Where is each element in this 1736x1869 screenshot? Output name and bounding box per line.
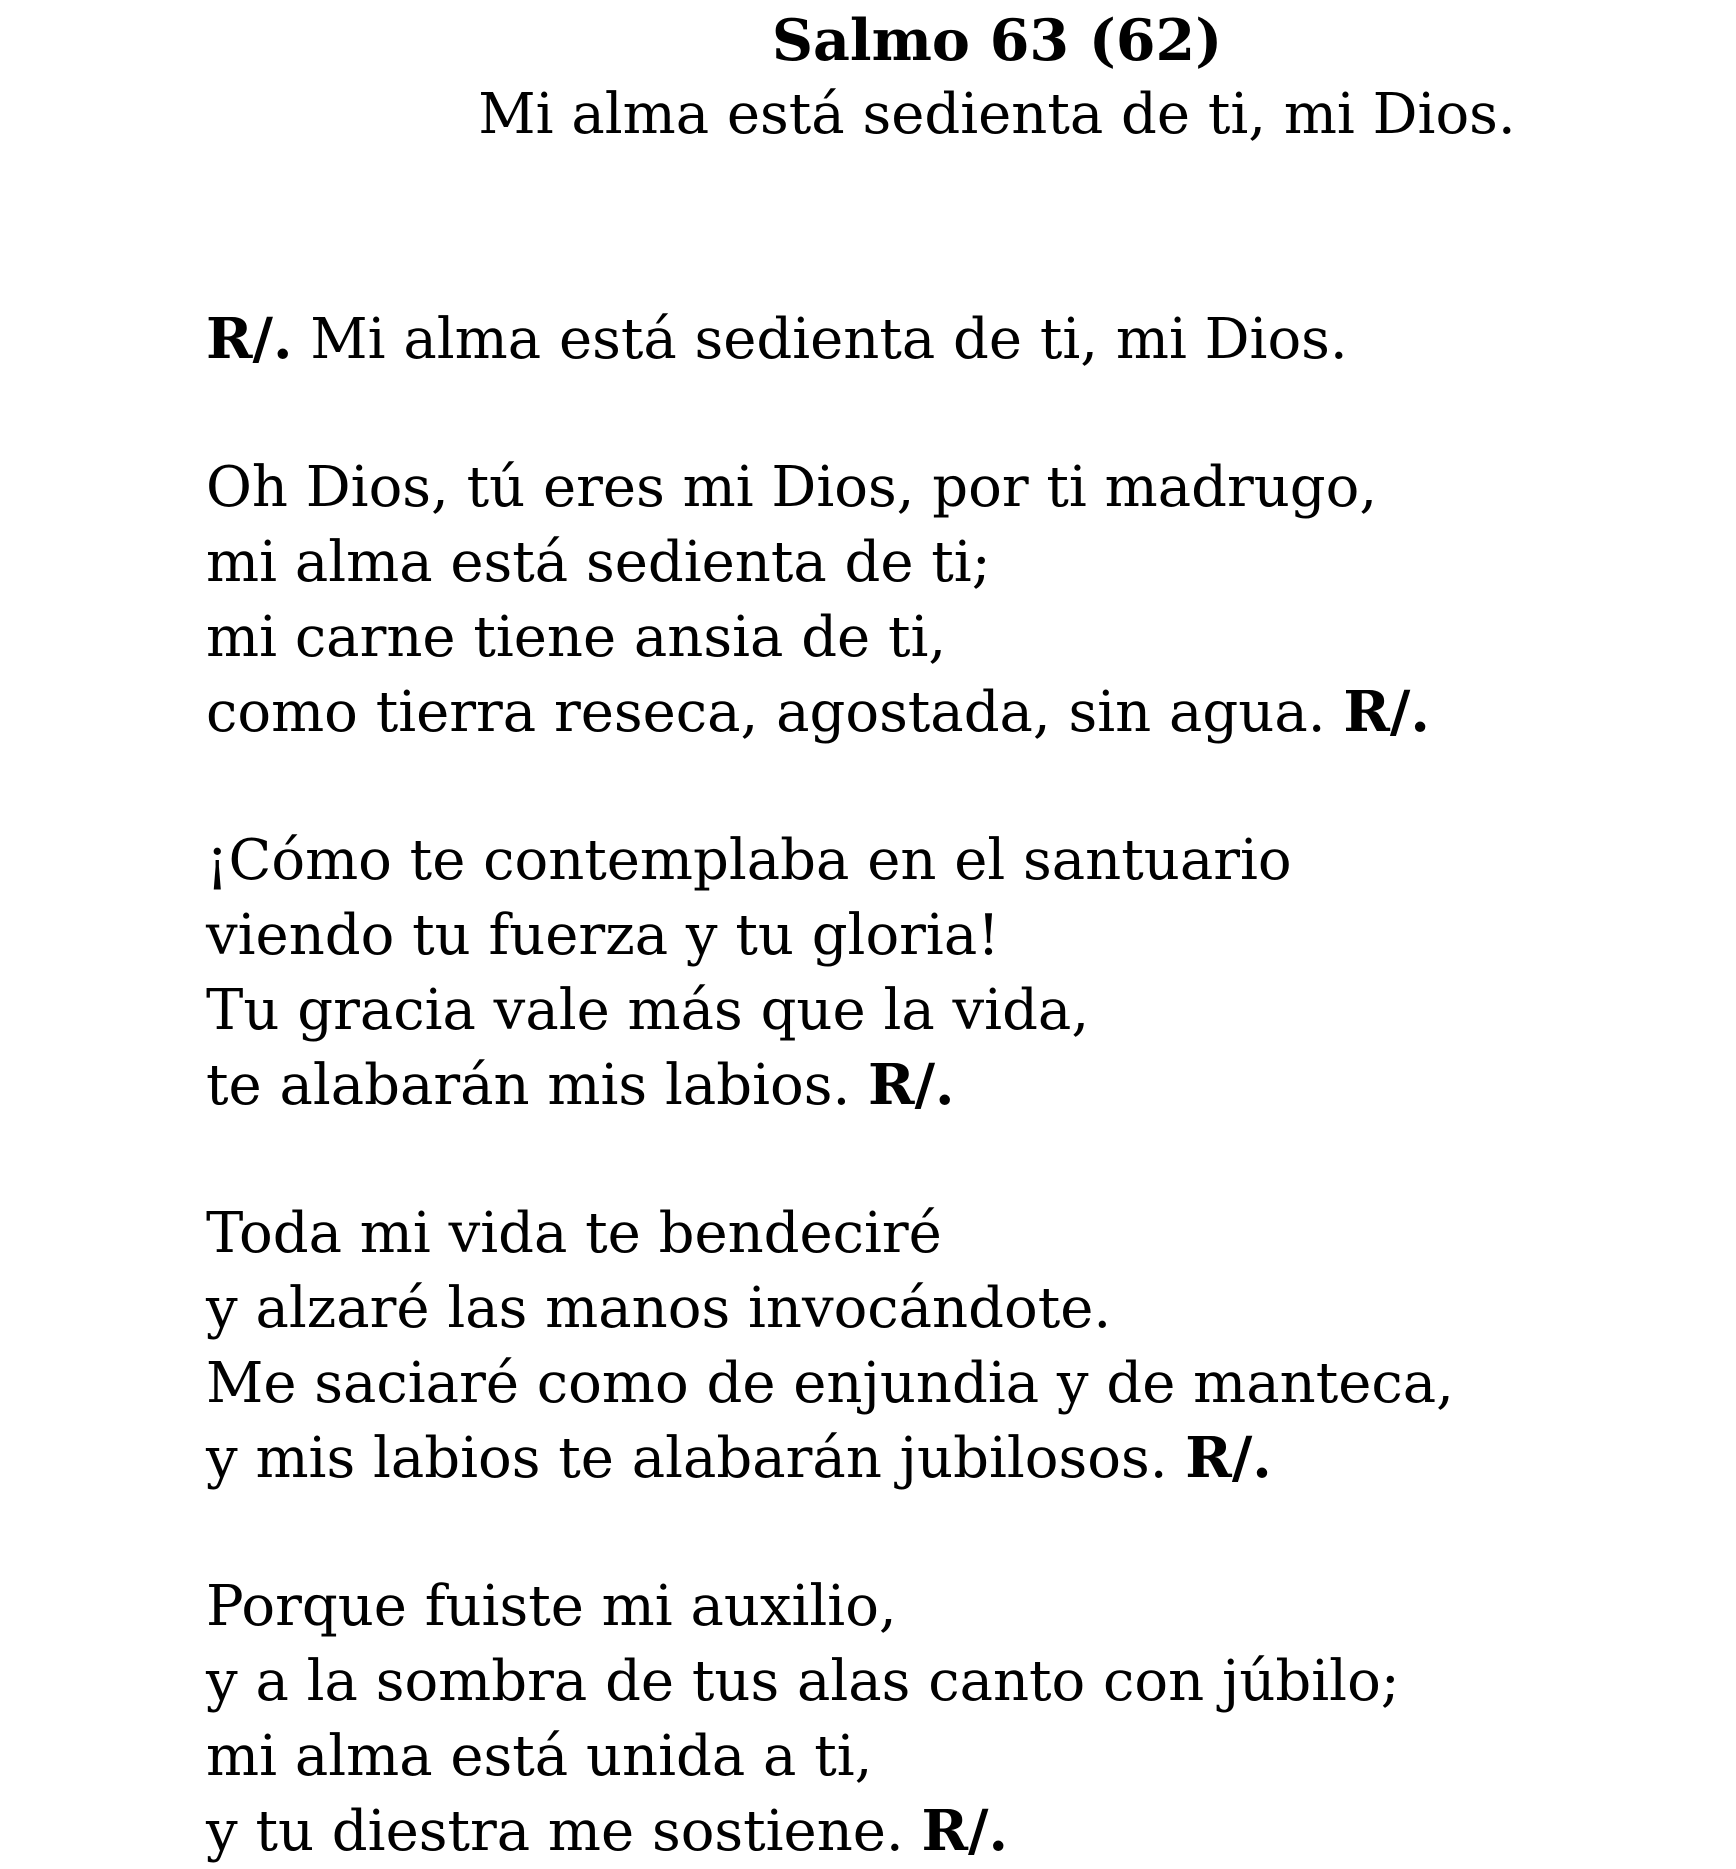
verse-line: mi alma está sedienta de ti; — [206, 530, 991, 595]
verse-line: mi alma está unida a ti, — [206, 1724, 873, 1789]
response-line — [206, 302, 1706, 377]
stanza-1 — [206, 450, 1706, 750]
verse-line: Porque fuiste mi auxilio, — [206, 1574, 897, 1639]
verse-line: Toda mi vida te bendeciré — [206, 1201, 942, 1266]
psalm-body — [206, 302, 1706, 1869]
verse-line: Me saciaré como de enjundia y de manteca, — [206, 1351, 1454, 1416]
verse-line: y a la sombra de tus alas canto con júbilo; — [206, 1649, 1400, 1714]
stanza-2 — [206, 823, 1706, 1123]
verse-line: ¡Cómo te contemplaba en el santuario — [206, 828, 1292, 893]
response-marker: R/. — [206, 306, 293, 372]
stanza-separator — [206, 1123, 1706, 1196]
verse-line: Tu gracia vale más que la vida, — [206, 978, 1090, 1043]
verse-line-with-response — [206, 675, 1706, 750]
verse-line: Oh Dios, tú eres mi Dios, por ti madrugo, — [206, 455, 1378, 520]
verse-line: viendo tu fuerza y tu gloria! — [206, 903, 1000, 968]
response-text: Mi alma está sedienta de ti, mi Dios. — [292, 307, 1348, 372]
verse-line-text: como tierra reseca, agostada, sin agua. — [206, 680, 1344, 745]
verse-line-with-response — [206, 1421, 1706, 1496]
response-marker: R/. — [921, 1798, 1009, 1864]
verse-line-with-response — [206, 1048, 1706, 1123]
page-title: Salmo 63 (62) — [771, 7, 1223, 74]
verse-line-text: te alabarán mis labios. — [206, 1053, 869, 1118]
response-marker: R/. — [1343, 679, 1430, 745]
stanza-separator — [206, 377, 1706, 450]
verse-line: mi carne tiene ansia de ti, — [206, 605, 947, 670]
response-marker: R/. — [868, 1052, 955, 1118]
verse-line-text: y mis labios te alabarán jubilosos. — [206, 1426, 1186, 1491]
response-marker: R/. — [1185, 1425, 1272, 1491]
verse-line: y alzaré las manos invocándote. — [206, 1276, 1112, 1341]
verse-line-text: y tu diestra me sostiene. — [206, 1799, 922, 1864]
page-subtitle: Mi alma está sedienta de ti, mi Dios. — [478, 82, 1516, 147]
stanza-separator — [206, 750, 1706, 823]
verse-line-with-response — [206, 1794, 1706, 1869]
stanza-separator — [206, 1496, 1706, 1569]
stanza-4 — [206, 1569, 1706, 1869]
stanza-3 — [206, 1196, 1706, 1496]
